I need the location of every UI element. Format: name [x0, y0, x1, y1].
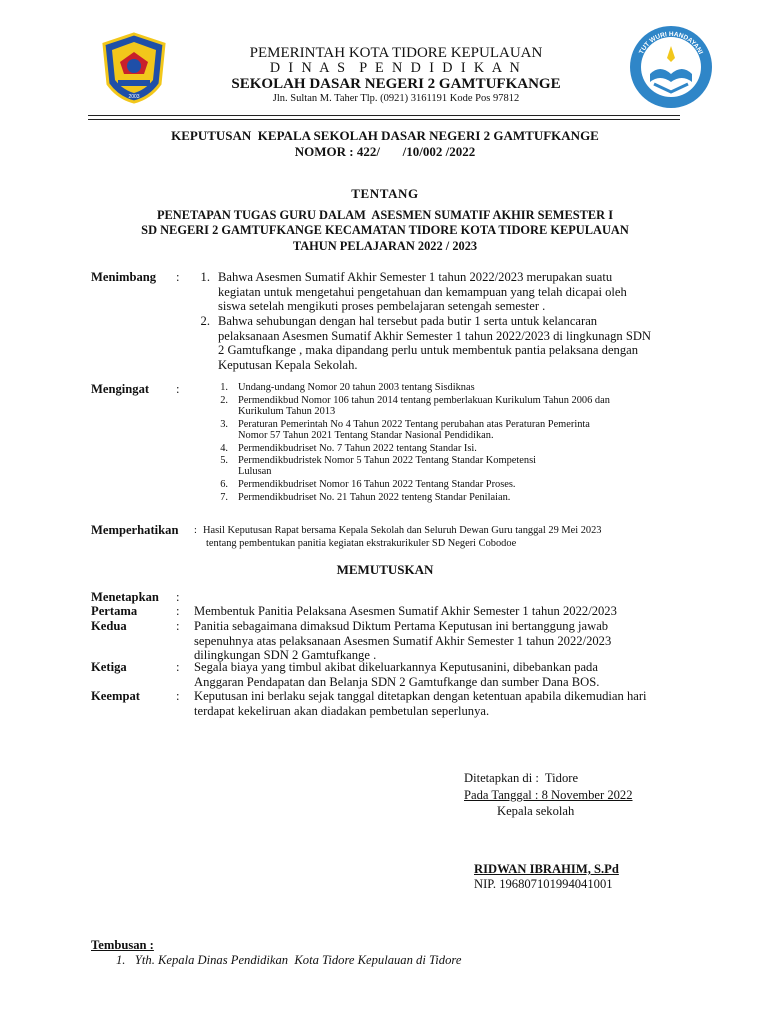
kedua-text — [194, 619, 697, 663]
memutuskan-heading: MEMUTUSKAN — [336, 562, 434, 577]
tembusan-label: Tembusan : — [91, 938, 154, 952]
item-line: Undang-undang Nomor 20 tahun 2003 tentang Sisdiknas — [238, 382, 475, 393]
kedua-colon: : — [176, 619, 180, 633]
item-line: Peraturan Pemerintah No 4 Tahun 2022 Tentang perubahan atas Peraturan Pemerinta — [238, 418, 590, 430]
item-line: Bahwa Asesmen Sumatif Akhir Semester 1 tahun 2022/2023 merupakan suatu — [218, 270, 613, 284]
school-name: SEKOLAH DASAR NEGERI 2 GAMTUFKANGE — [231, 76, 561, 92]
item-line: Permendikbudriset No. 21 Tahun 2022 tenteng Standar Penilaian. — [238, 491, 511, 503]
decree-title — [60, 128, 710, 159]
mengingat-item — [0, 419, 768, 443]
tembusan-list — [116, 953, 676, 968]
subject-line-2: SD NEGERI 2 GAMTUFKANGE KECAMATAN TIDORE KOTA TIDORE KEPULAUAN — [141, 223, 629, 238]
keempat-line: terdapat kekeliruan akan diadakan pembetulan seperlunya. — [194, 703, 490, 718]
mengingat-item — [0, 395, 768, 419]
item-line: Keputusan Kepala Sekolah. — [218, 357, 358, 372]
tentang-heading: TENTANG — [351, 186, 419, 201]
ketiga-text — [194, 660, 697, 689]
keempat-colon: : — [176, 689, 180, 703]
mengingat-label: Mengingat — [91, 382, 150, 396]
memperhatikan-colon: : — [194, 525, 197, 536]
letterhead-text — [150, 45, 642, 105]
item-line: Permendikbudristek Nomor 5 Tahun 2022 Tentang Standar Kompetensi — [238, 455, 536, 466]
menimbang-item — [0, 314, 768, 374]
subject-line-1: PENETAPAN TUGAS GURU DALAM ASESMEN SUMATIF AKHIR SEMESTER I — [156, 208, 614, 222]
item-line: Permendikbudriset Nomor 16 Tahun 2022 Tentang Standar Proses. — [238, 479, 516, 490]
item-line: kegiatan untuk mengetahui pengetahuan dan kemampuan yang telah dicapai oleh — [218, 284, 627, 299]
jabatan: Kepala sekolah — [497, 804, 575, 818]
kedua-line: sepenuhnya atas pelaksanaan Asesmen Sumatif Akhir Semester 1 tahun 2022/2023 — [194, 633, 612, 648]
signature-block — [464, 770, 724, 820]
mengingat-list — [0, 382, 768, 504]
pertama-line: Membentuk Panitia Pelaksana Asesmen Sumatif Akhir Semester 1 tahun 2022/2023 — [194, 604, 617, 618]
memperhatikan-text — [203, 525, 723, 550]
kedua-line: dilingkungan SDN 2 Gamtufkange . — [194, 648, 377, 663]
kedua-label: Kedua — [91, 619, 127, 633]
pada-tanggal: Pada Tanggal : 8 November 2022 — [464, 787, 633, 802]
menetapkan-label: Menetapkan — [91, 590, 159, 604]
memperhatikan-line: Hasil Keputusan Rapat bersama Kepala Sekolah dan Seluruh Dewan Guru tanggal 29 Mei 2023 — [203, 525, 602, 536]
menimbang-colon: : — [176, 270, 180, 284]
keempat-label: Keempat — [91, 689, 140, 703]
item-line: Bahwa sehubungan dengan hal tersebut pada butir 1 serta untuk kelancaran — [218, 314, 598, 328]
signatory-name: RIDWAN IBRAHIM, S.Pd — [474, 862, 619, 876]
item-number: 6. — [220, 479, 228, 490]
item-line: siswa setelah mengikuti proses pembelajaran setengah semester . — [218, 299, 546, 314]
item-number: 3. — [220, 418, 228, 430]
item-line: 2 Gamtufkange , maka dipandang perlu untuk membentuk pantia pelaksana dengan — [218, 343, 639, 358]
mengingat-item — [0, 443, 768, 456]
item-line: Permendikbud Nomor 106 tahun 2014 tentang pemberlakuan Kurikulum Tahun 2006 dan — [238, 394, 610, 406]
decree-number: NOMOR : 422/ /10/002 /2022 — [294, 143, 476, 159]
mengingat-item — [0, 479, 768, 492]
decree-subject — [60, 208, 710, 254]
pertama-colon: : — [176, 604, 180, 618]
govt-name: PEMERINTAH KOTA TIDORE KEPULAUAN — [249, 45, 543, 61]
signatory — [474, 862, 724, 892]
keempat-line: Keputusan ini berlaku sejak tanggal ditetapkan dengan ketentuan apabila dikemudian hari — [194, 689, 647, 703]
menimbang-list — [0, 270, 768, 374]
menimbang-label: Menimbang — [91, 270, 157, 284]
ketiga-label: Ketiga — [91, 660, 127, 674]
mengingat-item — [0, 455, 768, 479]
header-divider-thin — [88, 119, 680, 120]
memperhatikan-label: Memperhatikan — [91, 523, 179, 537]
decree-title-line: KEPUTUSAN KEPALA SEKOLAH DASAR NEGERI 2 GAMTUFKANGE — [171, 128, 599, 143]
item-number: 1. — [220, 382, 228, 393]
memperhatikan-line: tentang pembentukan panitia kegiatan ekstrakurikuler SD Negeri Cobodoe — [206, 537, 517, 549]
keempat-text — [194, 689, 697, 718]
mengingat-item — [0, 492, 768, 505]
ditetapkan-di: Ditetapkan di : Tidore — [464, 771, 579, 785]
mengingat-item — [0, 382, 768, 395]
item-line: Lulusan — [238, 466, 272, 478]
logo-year-text: 2003 — [128, 94, 140, 100]
subject-line-3: TAHUN PELAJARAN 2022 / 2023 — [292, 238, 478, 253]
item-line: Kurikulum Tahun 2013 — [238, 405, 336, 417]
pertama-text — [194, 604, 697, 619]
item-number: 7. — [220, 491, 228, 503]
item-number: 1. — [200, 270, 210, 284]
ketiga-line: Segala biaya yang timbul akibat dikeluarkannya Keputusanini, dibebankan pada — [194, 660, 598, 674]
item-line: Nomor 57 Tahun 2021 Tentang Standar Nasional Pendidikan. — [238, 429, 494, 441]
mengingat-colon: : — [176, 382, 180, 396]
item-number: 2. — [220, 394, 228, 406]
item-number: 2. — [200, 314, 210, 328]
ketiga-line: Anggaran Pendapatan dan Belanja SDN 2 Gamtufkange dan sumber Dana BOS. — [194, 674, 600, 689]
menetapkan-colon: : — [176, 590, 180, 604]
kedua-line: Panitia sebagaimana dimaksud Diktum Pertama Keputusan ini bertanggung jawab — [194, 619, 609, 633]
menimbang-item — [0, 270, 768, 314]
pertama-label: Pertama — [91, 604, 138, 618]
school-address: Jln. Sultan M. Taher Tlp. (0921) 3161191 Kode Pos 97812 — [272, 93, 520, 104]
dept-name: D I N A S P E N D I D I K A N — [269, 60, 523, 76]
item-line: Permendikbudriset No. 7 Tahun 2022 tentang Standar Isi. — [238, 442, 477, 454]
item-number: 4. — [220, 442, 228, 454]
right-logo-motto: TUT WURI HANDAYANI — [638, 30, 704, 56]
ketiga-colon: : — [176, 660, 180, 674]
signatory-nip: NIP. 196807101994041001 — [474, 877, 613, 891]
header-divider — [88, 115, 680, 116]
item-number: 5. — [220, 455, 228, 466]
tembusan-item: 1. Yth. Kepala Dinas Pendidikan Kota Tidore Kepulauan di Tidore — [116, 953, 462, 967]
item-line: pelaksanaan Asesmen Sumatif Akhir Semester 1 tahun 2022/2023 di lingkunagn SDN — [218, 328, 652, 343]
